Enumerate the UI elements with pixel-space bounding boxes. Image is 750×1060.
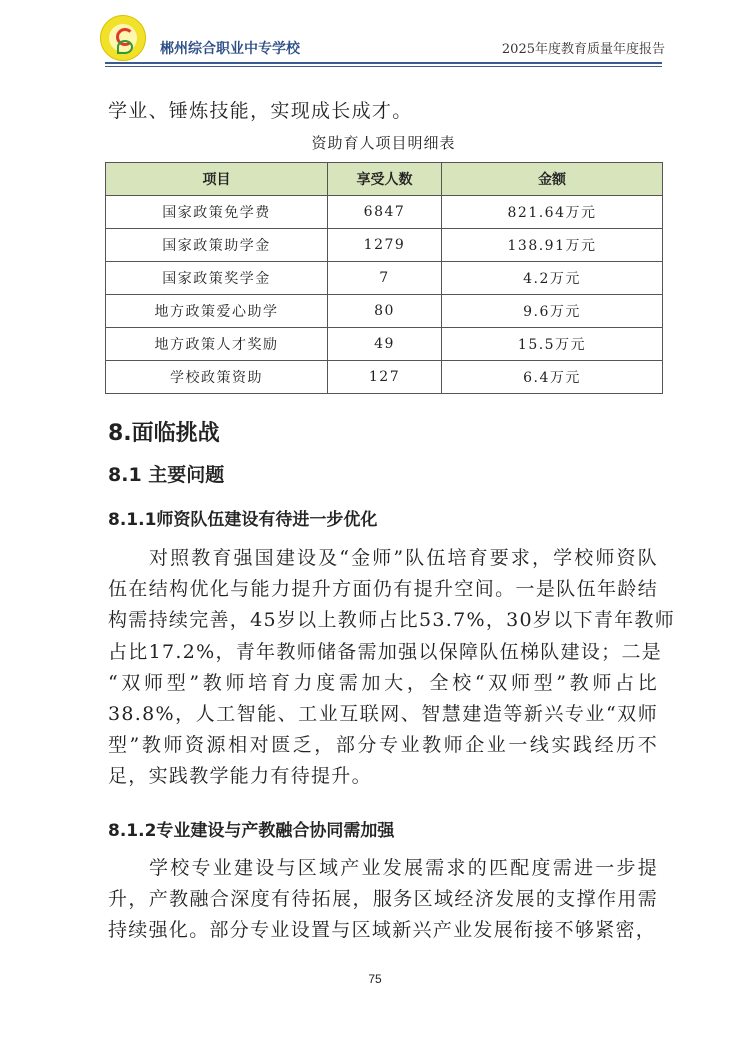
school-logo bbox=[100, 15, 146, 61]
report-title: 2025年度教育质量年度报告 bbox=[501, 42, 665, 57]
table-cell: 49 bbox=[328, 328, 442, 361]
table-row bbox=[106, 229, 663, 262]
table-cell: 80 bbox=[328, 295, 442, 328]
subsidy-table bbox=[105, 162, 663, 394]
table-row bbox=[106, 196, 663, 229]
subsubsection-heading: 8.1.2专业建设与产教融合协同需加强 bbox=[108, 821, 395, 841]
table-cell: 国家政策助学金 bbox=[106, 229, 328, 262]
table-cell: 地方政策人才奖励 bbox=[106, 328, 328, 361]
col-header: 金额 bbox=[442, 163, 663, 196]
paragraph-line: 38.8%，人工智能、工业互联网、智慧建造等新兴专业“双师 bbox=[108, 703, 658, 725]
paragraph-line: 构需持续完善，45岁以上教师占比53.7%，30岁以下青年教师 bbox=[108, 609, 676, 632]
table-cell: 6847 bbox=[328, 196, 442, 229]
table-cell: 国家政策奖学金 bbox=[106, 262, 328, 295]
school-name: 郴州综合职业中专学校 bbox=[160, 41, 300, 57]
paragraph-line: 对照教育强国建设及“金师”队伍培育要求，学校师资队 bbox=[149, 547, 658, 569]
table-row bbox=[106, 328, 663, 361]
col-header: 项目 bbox=[106, 163, 328, 196]
paragraph-line: 持续强化。部分专业设置与区域新兴产业发展衔接不够紧密， bbox=[108, 919, 657, 942]
table-caption: 资助育人项目明细表 bbox=[311, 134, 456, 152]
table-cell: 学校政策资助 bbox=[106, 361, 328, 394]
table-cell: 1279 bbox=[328, 229, 442, 262]
paragraph-line: 伍在结构优化与能力提升方面仍有提升空间。一是队伍年龄结 bbox=[108, 578, 658, 601]
table-cell: 15.5万元 bbox=[442, 328, 663, 361]
table-cell: 地方政策爱心助学 bbox=[106, 295, 328, 328]
subsection-heading: 8.1 主要问题 bbox=[108, 464, 225, 486]
table-header-row bbox=[106, 163, 663, 196]
paragraph-line: 学校专业建设与区域产业发展需求的匹配度需进一步提 bbox=[149, 857, 658, 879]
paragraph-line: “双师型”教师培育力度需加大，全校“双师型”教师占比 bbox=[108, 671, 658, 694]
subsubsection-heading: 8.1.1师资队伍建设有待进一步优化 bbox=[108, 510, 378, 530]
table-cell: 138.91万元 bbox=[442, 229, 663, 262]
table-row bbox=[106, 295, 663, 328]
table-cell: 821.64万元 bbox=[442, 196, 663, 229]
table-cell: 国家政策免学费 bbox=[106, 196, 328, 229]
table-row bbox=[106, 361, 663, 394]
section-heading: 8.面临挑战 bbox=[108, 421, 220, 446]
header-divider-thin bbox=[105, 66, 662, 67]
table-row bbox=[106, 262, 663, 295]
paragraph-line: 足，实践教学能力有待提升。 bbox=[108, 765, 372, 788]
table-cell: 6.4万元 bbox=[442, 361, 663, 394]
table-cell: 4.2万元 bbox=[442, 262, 663, 295]
paragraph-line: 升，产教融合深度有待拓展，服务区域经济发展的支撑作用需 bbox=[108, 888, 658, 911]
col-header: 享受人数 bbox=[328, 163, 442, 196]
paragraph-line: 型”教师资源相对匮乏，部分专业教师企业一线实践经历不 bbox=[108, 734, 658, 757]
table-cell: 7 bbox=[328, 262, 442, 295]
table-cell: 127 bbox=[328, 361, 442, 394]
header-divider bbox=[105, 62, 662, 64]
table-cell: 9.6万元 bbox=[442, 295, 663, 328]
intro-line: 学业、锤炼技能，实现成长成才。 bbox=[108, 100, 413, 122]
paragraph-line: 占比17.2%，青年教师储备需加强以保障队伍梯队建设；二是 bbox=[108, 640, 663, 663]
page-number: 75 bbox=[368, 972, 382, 986]
